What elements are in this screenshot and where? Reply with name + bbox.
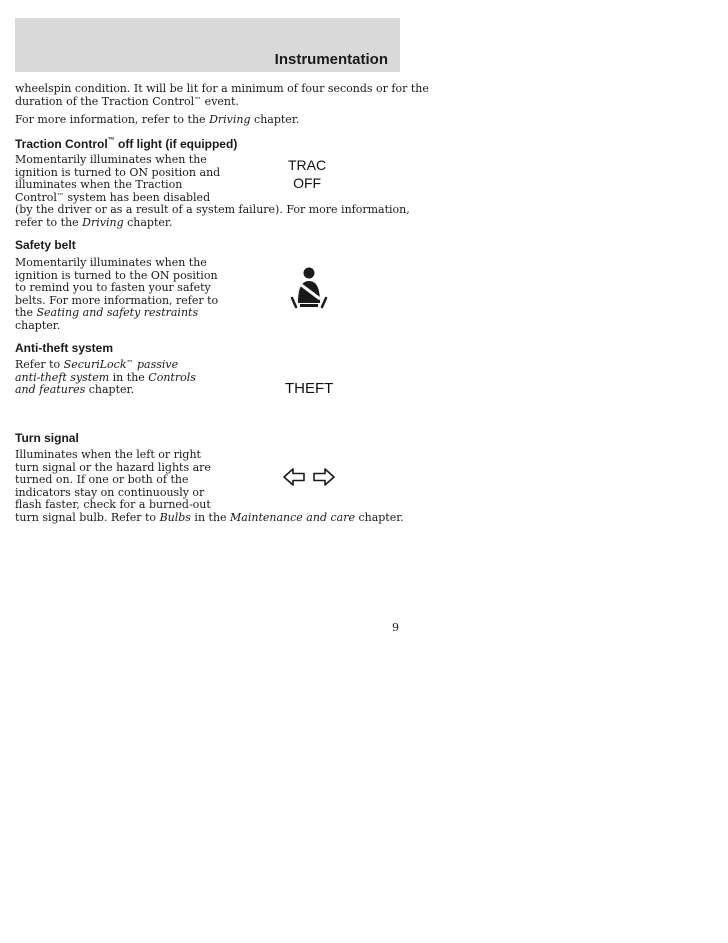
paragraph-line: turned on. If one or both of the bbox=[15, 473, 189, 487]
turn-signal-heading: Turn signal bbox=[15, 431, 79, 445]
paragraph-line: turn signal or the hazard lights are bbox=[15, 460, 211, 474]
reference-text: For more information, refer to the bbox=[15, 113, 210, 126]
paragraph-text: system has been disabled bbox=[63, 190, 211, 204]
paragraph-line: illuminates when the Traction bbox=[15, 178, 183, 192]
paragraph-text: chapter. bbox=[123, 215, 173, 229]
paragraph-line: to remind you to fasten your safety bbox=[15, 281, 211, 295]
paragraph-line: ignition is turned to the ON position bbox=[15, 268, 218, 282]
paragraph-line: indicators stay on continuously or bbox=[15, 485, 205, 499]
paragraph-text: in the bbox=[190, 510, 231, 524]
traction-heading bbox=[15, 137, 237, 151]
paragraph-line: flash faster, check for a burned-out bbox=[15, 498, 211, 512]
paragraph-line: Momentarily illuminates when the bbox=[15, 153, 207, 166]
paragraph-text: the bbox=[15, 306, 37, 320]
intro-text: event. bbox=[201, 94, 239, 108]
paragraph-text: in the bbox=[109, 370, 149, 384]
reference-text: chapter. bbox=[250, 113, 300, 126]
theft-icon: THEFT bbox=[285, 380, 334, 397]
intro-line-1: wheelspin condition. It will be lit for a minimum of four seconds or for the bbox=[15, 82, 429, 95]
turn-signal-paragraph bbox=[15, 449, 404, 525]
paragraph-line: (by the driver or as a result of a system failure). For more information, bbox=[15, 203, 410, 217]
anti-theft-heading: Anti-theft system bbox=[15, 341, 114, 355]
page-title: Instrumentation bbox=[274, 51, 388, 68]
traction-paragraph bbox=[15, 154, 410, 230]
paragraph-text: Refer to bbox=[15, 358, 64, 371]
paragraph-line bbox=[15, 512, 404, 525]
trademark-mark: ™ bbox=[107, 137, 115, 144]
chapter-reference: Driving bbox=[209, 113, 251, 126]
left-arrow-icon bbox=[284, 469, 304, 485]
anti-theft-paragraph bbox=[15, 359, 196, 397]
trademark-mark: ™ bbox=[56, 191, 64, 200]
trac-off-icon-text: OFF bbox=[293, 175, 322, 191]
trademark-mark: ™ bbox=[126, 359, 134, 367]
paragraph-line: chapter. bbox=[15, 318, 61, 332]
paragraph-text: turn signal bulb. Refer to bbox=[15, 510, 160, 524]
paragraph-line: ignition is turned to ON position and bbox=[15, 165, 221, 179]
chapter-reference: SecuriLock bbox=[63, 358, 127, 371]
paragraph-text: chapter. bbox=[85, 383, 135, 397]
seat-belt-icon bbox=[289, 265, 329, 309]
paragraph-text: refer to the bbox=[15, 215, 83, 229]
intro-paragraph bbox=[15, 83, 429, 108]
chapter-reference: passive bbox=[133, 358, 179, 371]
paragraph-text: Control bbox=[15, 190, 57, 204]
header-bar bbox=[15, 18, 400, 72]
heading-text: Traction Control bbox=[15, 137, 108, 151]
chapter-reference: anti-theft system bbox=[15, 370, 110, 384]
paragraph-line: Illuminates when the left or right bbox=[15, 448, 201, 461]
safety-belt-heading: Safety belt bbox=[15, 238, 76, 252]
right-arrow-icon bbox=[314, 469, 334, 485]
paragraph-text: chapter. bbox=[354, 510, 404, 524]
trademark-mark: ™ bbox=[194, 95, 202, 104]
trac-off-icon-text: TRAC bbox=[288, 157, 327, 173]
paragraph-line: belts. For more information, refer to bbox=[15, 293, 219, 307]
intro-reference bbox=[15, 114, 299, 127]
paragraph-line: Momentarily illuminates when the bbox=[15, 256, 207, 269]
page-number: 9 bbox=[392, 621, 399, 634]
heading-text: off light (if equipped) bbox=[114, 137, 238, 151]
intro-line-2 bbox=[15, 96, 429, 109]
chapter-reference: Maintenance and care bbox=[230, 510, 355, 524]
paragraph-line bbox=[15, 217, 410, 230]
chapter-reference: Driving bbox=[82, 215, 124, 229]
trac-off-icon bbox=[288, 156, 326, 192]
chapter-reference: and features bbox=[15, 383, 86, 397]
intro-text: duration of the Traction Control bbox=[15, 94, 195, 108]
chapter-reference: Bulbs bbox=[159, 510, 191, 524]
chapter-reference: Seating and safety restraints bbox=[36, 306, 199, 320]
safety-belt-paragraph bbox=[15, 257, 218, 333]
paragraph-line bbox=[15, 384, 196, 397]
chapter-reference: Controls bbox=[148, 370, 196, 384]
turn-signal-icon bbox=[281, 466, 337, 488]
